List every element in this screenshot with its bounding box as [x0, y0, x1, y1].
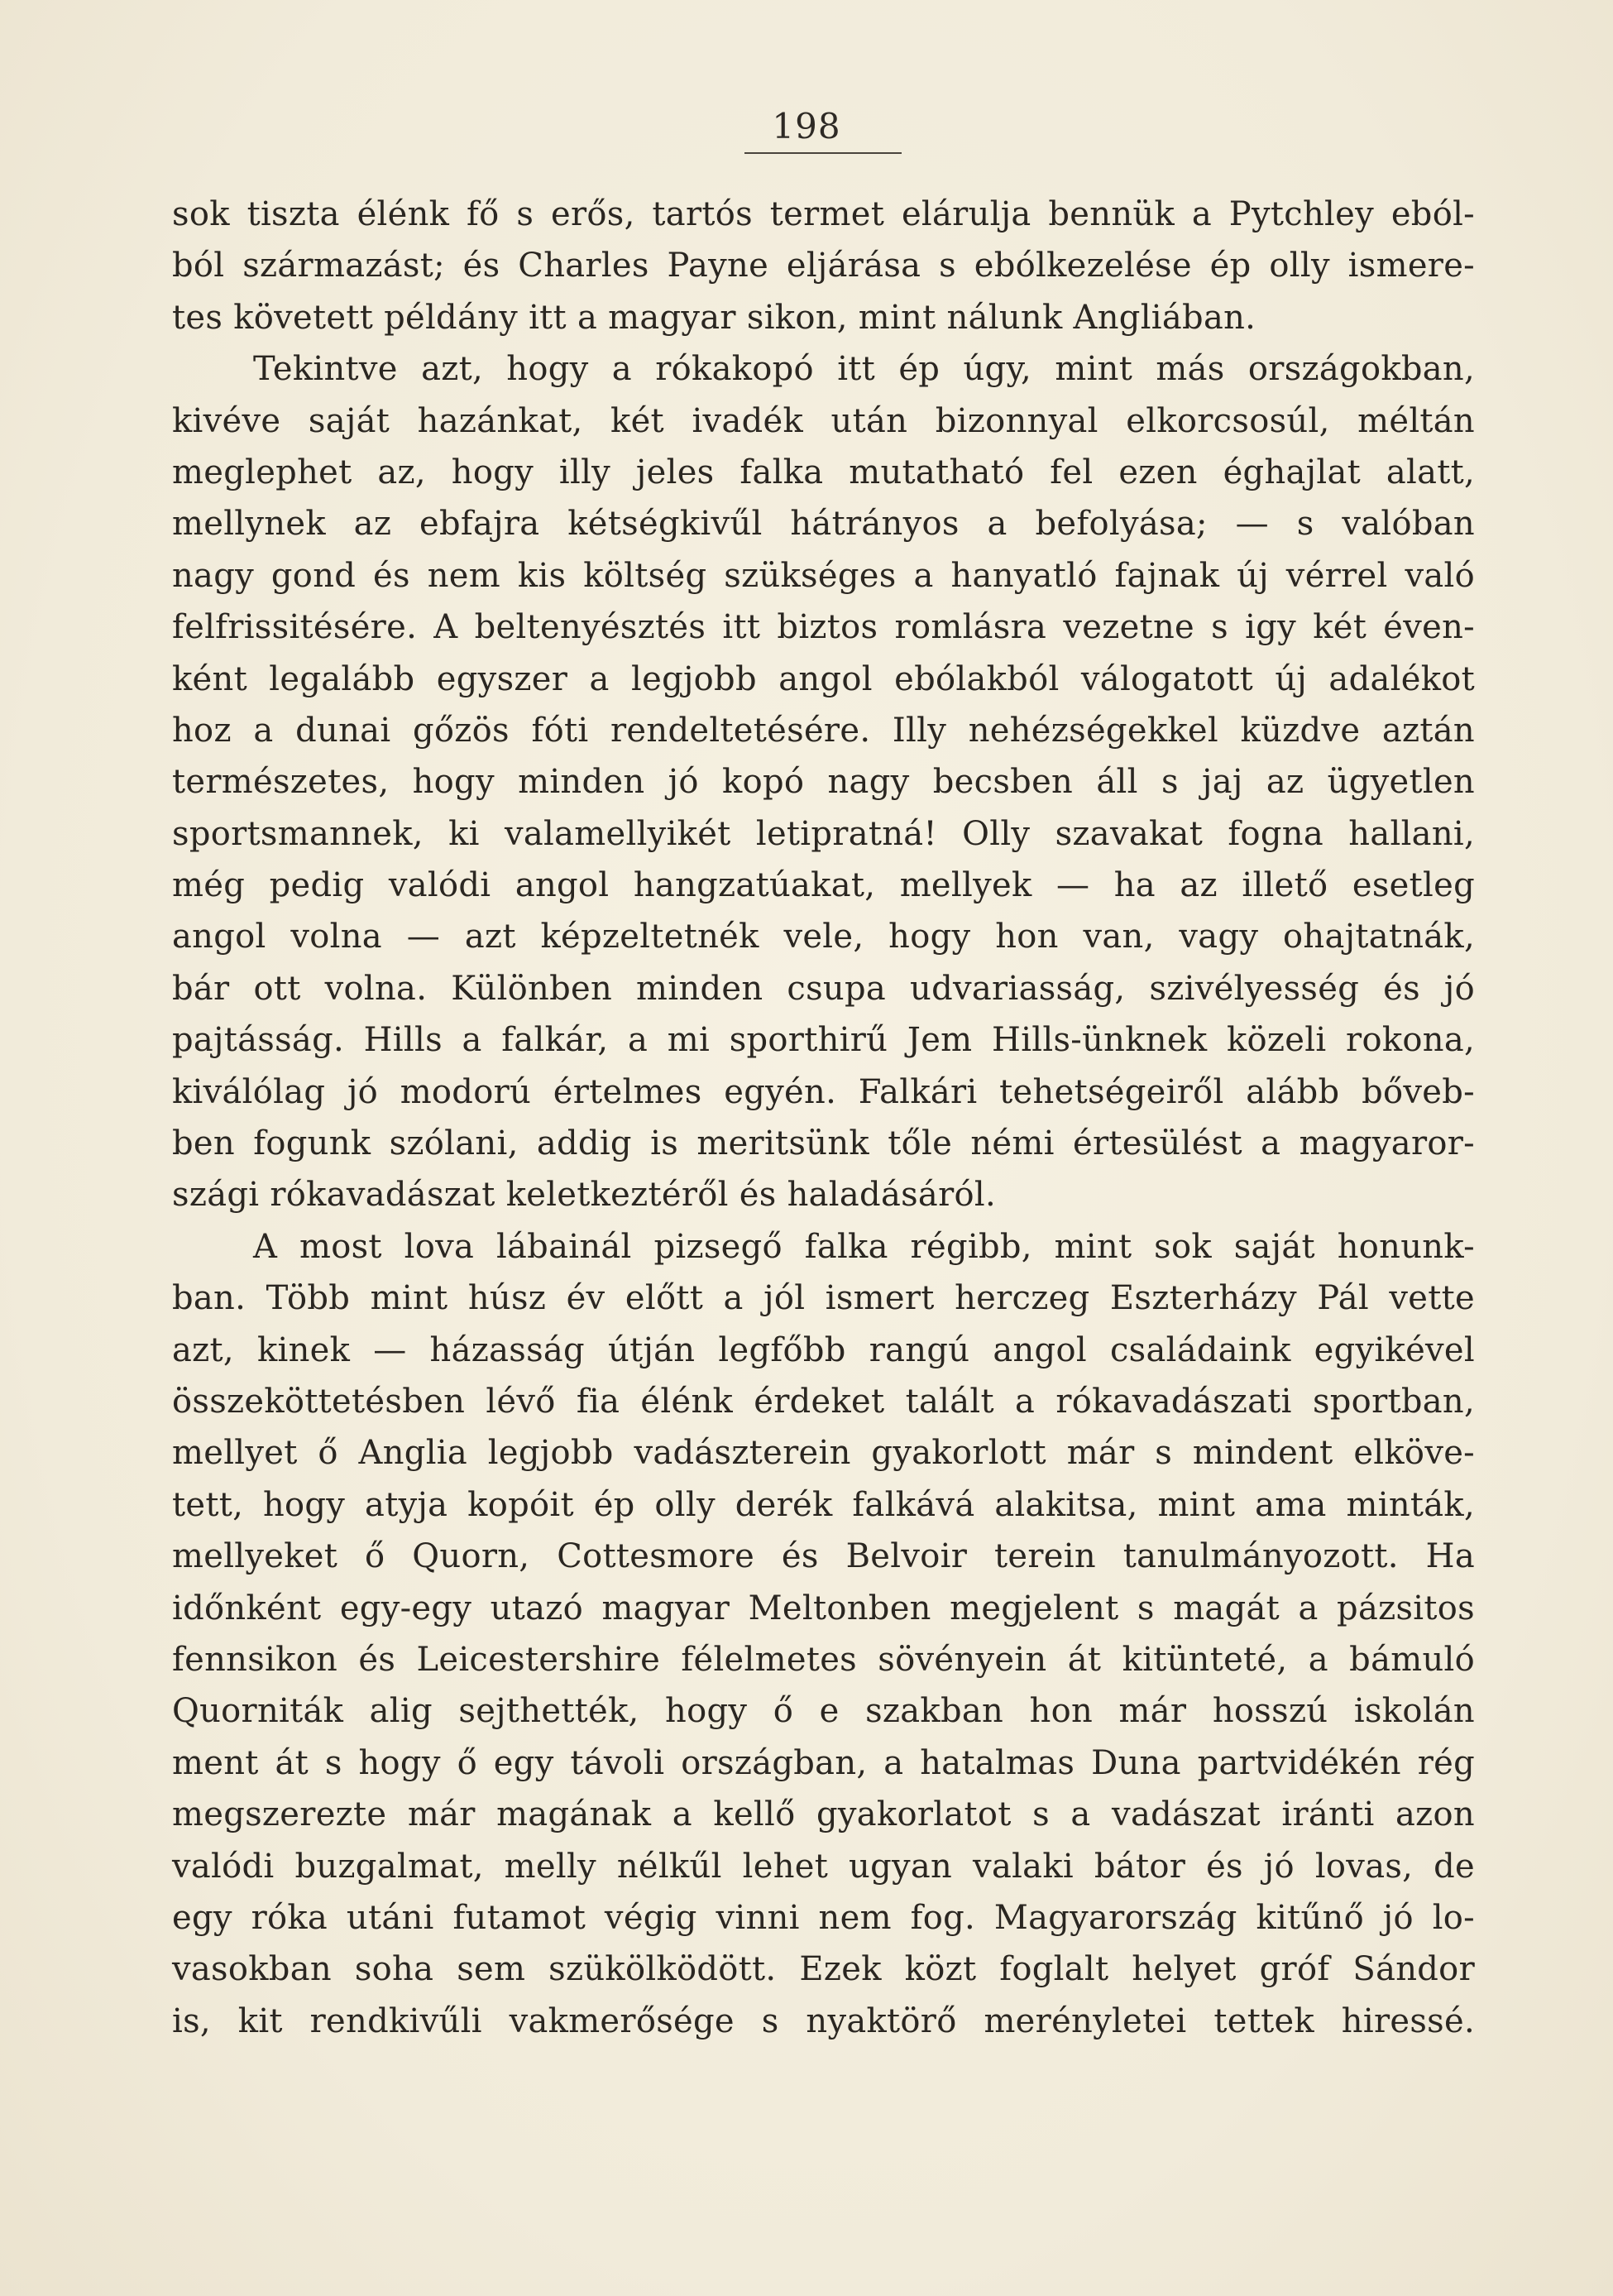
page-number-rule	[744, 152, 902, 154]
text-line: valódi buzgalmat, melly nélkűl lehet ugyan valaki bátor és jó lovas, de	[172, 1847, 1475, 1886]
text-line: tes követett példány itt a magyar sikon, mint nálunk Angliában.	[172, 298, 1256, 337]
text-line: sok tiszta élénk fő s erős, tartós termet elárulja bennük a Pytchley eból-	[172, 195, 1475, 233]
text-line: felfrissitésére. A beltenyésztés itt biztos romlásra vezetne s igy két éven-	[172, 608, 1475, 647]
text-line: meglephet az, hogy illy jeles falka mutatható fel ezen éghajlat alatt,	[172, 453, 1475, 491]
text-line: fennsikon és Leicestershire félelmetes sövényein át kitünteté, a bámuló	[172, 1640, 1475, 1679]
text-line: is, kit rendkivűli vakmerősége s nyaktörő merényletei tettek hiressé.	[172, 2001, 1475, 2040]
text-line: A most lova lábainál pizsegő falka régibb, mint sok saját honunk-	[253, 1227, 1475, 1266]
text-line: Tekintve azt, hogy a rókakopó itt ép úgy, mint más országokban,	[253, 350, 1475, 389]
text-line: tett, hogy atyja kopóit ép olly derék falkává alakitsa, mint ama minták,	[172, 1485, 1475, 1524]
text-line: azt, kinek — házasság útján legfőbb rangú angol családaink egyikével	[172, 1330, 1475, 1369]
text-line: ben fogunk szólani, addig is meritsünk tőle némi értesülést a magyaror-	[172, 1124, 1475, 1163]
text-line: ment át s hogy ő egy távoli országban, a hatalmas Duna partvidékén rég	[172, 1743, 1475, 1782]
text-line: egy róka utáni futamot végig vinni nem fog. Magyarország kitűnő jó lo-	[172, 1898, 1475, 1937]
text-line: megszerezte már magának a kellő gyakorlatot s a vadászat iránti azon	[172, 1795, 1475, 1834]
text-line: kivéve saját hazánkat, két ivadék után bizonnyal elkorcsosúl, méltán	[172, 401, 1475, 440]
text-line: összeköttetésben lévő fia élénk érdeket talált a rókavadászati sportban,	[172, 1382, 1475, 1421]
text-line: szági rókavadászat keletkeztéről és haladásáról.	[172, 1176, 996, 1215]
text-line: természetes, hogy minden jó kopó nagy becsben áll s jaj az ügyetlen	[172, 763, 1475, 802]
text-line: kiválólag jó modorú értelmes egyén. Falkári tehetségeiről alább bőveb-	[172, 1072, 1475, 1111]
text-line: még pedig valódi angol hangzatúakat, mellyek — ha az illető esetleg	[172, 866, 1475, 905]
text-line: időnként egy-egy utazó magyar Meltonben megjelent s magát a pázsitos	[172, 1589, 1475, 1627]
text-line: hoz a dunai gőzös fóti rendeltetésére. Illy nehézségekkel küzdve aztán	[172, 711, 1475, 750]
text-line: ból származást; és Charles Payne eljárása s ebólkezelése ép olly ismere-	[172, 247, 1475, 285]
text-line: sportsmannek, ki valamellyikét letipratná! Olly szavakat fogna hallani,	[172, 814, 1475, 853]
text-line: pajtásság. Hills a falkár, a mi sporthirű Jem Hills-ünknek közeli rokona,	[172, 1021, 1475, 1060]
page-number: 198	[772, 106, 841, 146]
text-line: Quorniták alig sejthették, hogy ő e szakban hon már hosszú iskolán	[172, 1692, 1475, 1731]
text-line: ban. Több mint húsz év előtt a jól ismert herczeg Eszterházy Pál vette	[172, 1279, 1475, 1318]
text-line: mellyeket ő Quorn, Cottesmore és Belvoir terein tanulmányozott. Ha	[172, 1537, 1475, 1576]
text-line: bár ott volna. Különben minden csupa udvariasság, szivélyesség és jó	[172, 969, 1475, 1008]
text-line: vasokban soha sem szükölködött. Ezek közt foglalt helyet gróf Sándor	[172, 1950, 1475, 1989]
text-line: mellyet ő Anglia legjobb vadászterein gyakorlott már s mindent elköve-	[172, 1434, 1475, 1473]
text-line: nagy gond és nem kis költség szükséges a hanyatló fajnak új vérrel való	[172, 556, 1475, 595]
body-text	[172, 189, 1475, 2047]
text-line: ként legalább egyszer a legjobb angol ebólakból válogatott új adalékot	[172, 659, 1475, 698]
text-line: mellynek az ebfajra kétségkivűl hátrányos a befolyása; — s valóban	[172, 505, 1475, 544]
text-line: angol volna — azt képzeltetnék vele, hogy hon van, vagy ohajtatnák,	[172, 918, 1475, 956]
